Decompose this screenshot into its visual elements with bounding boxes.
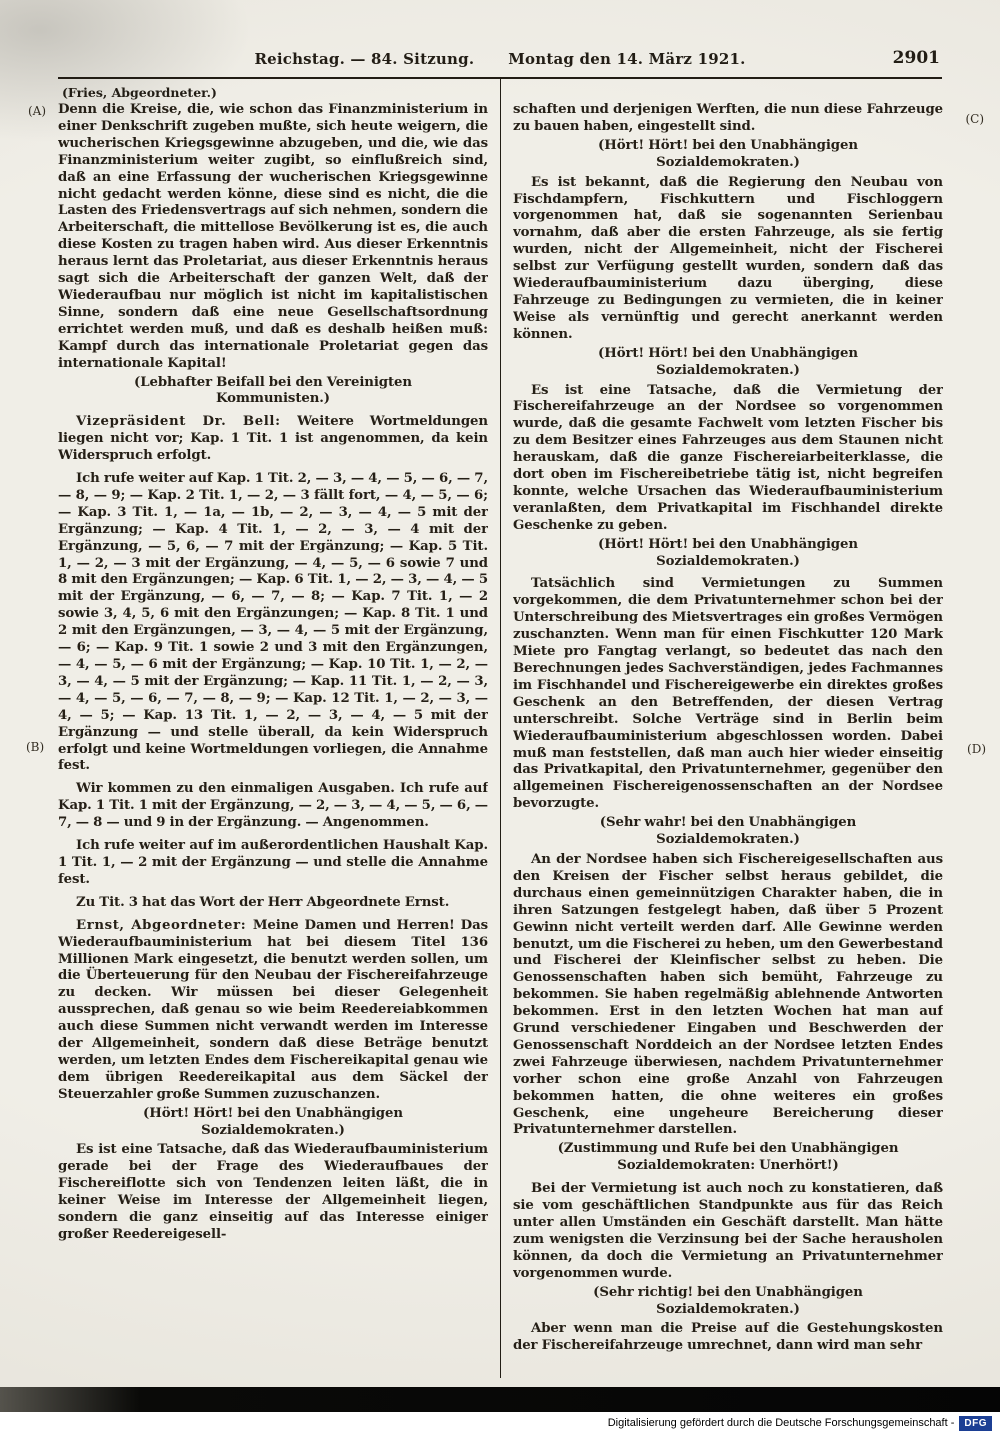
digitization-credit: Digitalisierung gefördert durch die Deutsche Forschungsgemeinschaft - (607, 1417, 955, 1429)
digitization-footer (0, 1412, 1000, 1434)
stage-direction: (Hört! Hört! bei den Unabhängigen Sozialdemokraten.) (598, 137, 858, 170)
paragraph: An der Nordsee haben sich Fischereigesellschaften aus den Kreisen der Fischer selbst heraus gebildet, die durchaus einen gemeinnützigen Charakter haben, die in ihren Satzungen festgelegt haben, daß über 5 Prozent Gewinn nicht verteilt werden darf. Alle Gewinne werden benutzt, um die Fischerei zu heben, um den Gewerbestand und Fischerei der Kleinfischer selbst zu heben. Die Genossenschaften haben sich bemüht, Fahrzeuge zu bekommen. Sie haben regelmäßig ablehnende Antworten bekommen. Erst in den letzten Wochen hat man auf Grund verschiedener Eingaben und Beschwerden der Genossenschaft Norddeich an der Nordsee letzten Endes zwei Fahrzeuge überwiesen, nachdem Privatunternehmer vorher schon eine große Anzahl von Fahrzeugen bekommen hatten, die ohne weiteres ein großes Geschenk, eine ungeheure Bereicherung dieser Privatunternehmer darstellen. (513, 851, 943, 1138)
paragraph: Ich rufe weiter auf Kap. 1 Tit. 2, — 3, — 4, — 5, — 6, — 7, — 8, — 9; — Kap. 2 Tit. 1, — 2, — 3 fällt fort, — 4, — 5, — 6; — Kap. 3 Tit. 1, — 1a, — 1b, — 2, — 3, — 4, — 5 mit der Ergänzung; — Kap. 4 Tit. 1, — 2, — 3, — 4 mit der Ergänzung, — 5, 6, — 7 mit der Ergänzung; — Kap. 5 Tit. 1, — 2, — 3 mit der Ergänzung, — 4, — 5, — 6 sowie 7 und 8 mit den Ergänzungen; — Kap. 6 Tit. 1, — 2, — 3, — 4, — 5 mit der Ergänzung, — 6, — 7, — 8; — Kap. 7 Tit. 1, — 2 sowie 3, 4, 5, 6 mit den Ergänzungen; — Kap. 8 Tit. 1 und 2 mit den Ergänzungen, — 3, — 4, — 5 mit der Ergänzung, — 6; — Kap. 9 Tit. 1 sowie 2 und 3 mit den Ergänzungen, — 4, — 5, — 6 mit der Ergänzung; — Kap. 10 Tit. 1, — 2, — 3, — 4, — 5 mit der Ergänzung; — Kap. 11 Tit. 1, — 2, — 3, — 4, — 5, — 6, — 7, — 8, — 9; — Kap. 12 Tit. 1, — 2, — 3, — 4, — 5; — Kap. 13 Tit. 1, — 2, — 3, — 4, — 5 mit der Ergänzung — und stelle überall, da kein Widerspruch erfolgt und keine Wortmeldungen vorliegen, die Annahme fest. (58, 471, 488, 774)
header-session-date: Montag den 14. März 1921. (508, 50, 746, 68)
stage-direction: (Sehr wahr! bei den Unabhängigen Sozialdemokraten.) (599, 815, 857, 848)
paragraph: Es ist eine Tatsache, daß das Wiederaufbauministerium gerade bei der Frage des Wiederaufbaues der Fischereiflotte sich von Tendenzen leiten läßt, die in keiner Weise im Interesse der Allgemeinheit liegen, sondern die ganz einseitig auf das Interesse einiger großer Reedereigesell- (58, 1142, 488, 1242)
stage-direction: (Zustimmung und Rufe bei den Unabhängigen Sozialdemokraten: Unerhört!) (557, 1141, 899, 1174)
column-right (513, 102, 943, 1384)
paragraph: Tatsächlich sind Vermietungen zu Summen vorgekommen, die dem Privatunternehmer schon bei der Unterschreibung des Mietsvertrages ein großes Vermögen zuschanzten. Wenn man für einen Fischkutter 120 Mark Miete pro Fangtag verlangt, so bedeutet das nach den Berechnungen jedes Sachverständigen, jedes Fachmannes im Fischhandel und Fischereigewerbe ein direktes großes Geschenk an den Betreffenden, der diesen Vertrag unterschreibt. Solche Verträge sind in Berlin beim Wiederaufbauministerium abgeschlossen worden. Dabei muß man feststellen, daß man auch hier wieder einseitig das Privatkapital, den Privatunternehmer, gegenüber den allgemeinen Fischereigenossenschaften an der Nordsee bevorzugte. (513, 576, 943, 812)
column-divider (500, 78, 501, 1378)
paragraph: Aber wenn man die Preise auf die Gestehungskosten der Fischereifahrzeuge umrechnet, dann wird man sehr (513, 1321, 943, 1354)
margin-marker-c: (C) (965, 112, 984, 126)
page-number: 2901 (892, 48, 940, 68)
header-session-title: Reichstag. — 84. Sitzung. (254, 50, 475, 68)
scan-edge (0, 1387, 1000, 1412)
paragraph: Denn die Kreise, die, wie schon das Finanzministerium in einer Denkschrift zugeben mußte, sich heute weigern, die wucherischen Kriegsgewinne abzugeben, und die, wie das Finanzministerium weiter zugibt, so einflußreich sind, daß an eine Erfassung der wucherischen Kriegsgewinne nicht gedacht werden könne, diese sind es nicht, die die Lasten des Friedensvertrags auf sich nehmen, sondern die Arbeiterschaft, die mittellose Bevölkerung ist es, die auch diese Kosten zu tragen haben wird. Aus dieser Erkenntnis heraus lernt das Proletariat, aus dieser Erkenntnis heraus sagt sich die Arbeiterschaft der ganzen Welt, daß der Wiederaufbau nur möglich ist nicht im kapitalistischen Sinne, sondern daß eine neue Gesellschaftsordnung errichtet werden muß, und daß es deshalb heißen muß: Kampf durch das internationale Proletariat gegen das internationale Kapital! (58, 102, 488, 371)
speaker-name: Ernst, Abgeordneter: (76, 917, 253, 933)
paragraph (58, 918, 488, 1104)
stage-direction: (Hört! Hört! bei den Unabhängigen Sozialdemokraten.) (598, 345, 858, 378)
paragraph: Es ist bekannt, daß die Regierung den Neubau von Fischdampfern, Fischkuttern und Fischloggern vorgenommen hat, daß sie sogenannten Serienbau vornahm, daß aber die ersten Fahrzeuge, als sie fertig wurden, nicht der Allgemeinheit, nicht der Fischerei selbst zur Verfügung gestellt wurden, sondern daß das Wiederaufbauministerium dazu überging, diese Fahrzeuge zu Bedingungen zu vermieten, die in keiner Weise als vernünftig und gerecht anerkannt werden können. (513, 174, 943, 342)
paragraph: Ich rufe weiter auf im außerordentlichen Haushalt Kap. 1 Tit. 1, — 2 mit der Ergänzung — und stelle die Annahme fest. (58, 838, 488, 887)
column-left (58, 102, 488, 1384)
stage-direction: (Hört! Hört! bei den Unabhängigen Sozialdemokraten.) (598, 536, 858, 569)
page-header (58, 50, 942, 68)
paragraph: Wir kommen zu den einmaligen Ausgaben. Ich rufe auf Kap. 1 Tit. 1 mit der Ergänzung, — 2, — 3, — 4, — 5, — 6, — 7, — 8 — und 9 in der Ergänzung. — Angenommen. (58, 781, 488, 831)
stage-direction: (Hört! Hört! bei den Unabhängigen Sozialdemokraten.) (143, 1105, 403, 1138)
paragraph: Es ist eine Tatsache, daß die Vermietung der Fischereifahrzeuge an der Nordsee so vorgenommen wurde, daß die gesamte Fachwelt vom letzten Fischer bis zu dem Besitzer eines Fahrzeuges aus dem Staunen nicht herauskam, daß die ganze Fischereiarbeiterklasse, die dort oben im Fischereibetriebe tätig ist, nicht begreifen konnte, welche Ursachen das Wiederaufbauministerium veranlaßten, dem Privatkapital im Fischhandel direkte Geschenke zu geben. (513, 382, 943, 533)
margin-marker-a: (A) (28, 104, 47, 118)
paragraph: Zu Tit. 3 hat das Wort der Herr Abgeordnete Ernst. (76, 894, 450, 910)
stage-direction: (Sehr richtig! bei den Unabhängigen Sozialdemokraten.) (593, 1284, 863, 1317)
paragraph-text: Meine Damen und Herren! Das Wiederaufbauministerium hat bei diesem Titel 136 Millionen Mark eingesetzt, die benutzt werden sollen, um die Überteuerung für den Neubau der Fischereifahrzeuge zu decken. Wir müssen bei dieser Gelegenheit aussprechen, daß genau so wie beim Reedereiabkommen auch diese Summen nicht verwandt werden im Interesse der Allgemeinheit, sondern daß diese Beträge benutzt werden, um letzten Endes dem Fischereikapital genau wie dem übrigen Reedereikapital aus dem Säckel der Steuerzahler große Summen zuzuschanzen. (58, 917, 488, 1102)
dfg-logo: DFG (959, 1416, 992, 1431)
paragraph (58, 414, 488, 465)
paragraph-text: Weitere Wortmeldungen liegen nicht vor; Kap. 1 Tit. 1 ist angenommen, da kein Widerspruch erfolgt. (58, 414, 488, 464)
speaker-name: Vizepräsident Dr. Bell: (76, 414, 298, 430)
margin-marker-b: (B) (26, 740, 45, 754)
speaker-continuation-note: (Fries, Abgeordneter.) (62, 85, 217, 100)
margin-marker-d: (D) (967, 742, 986, 756)
paragraph: schaften und derjenigen Werften, die nun diese Fahrzeuge zu bauen haben, eingestellt sind. (513, 102, 943, 134)
paragraph: Bei der Vermietung ist auch noch zu konstatieren, daß sie vom geschäftlichen Standpunkte aus für das Reich unter allen Umständen ein Geschäft darstellt. Man hätte zum wenigsten die Verzinsung bei der Sache herausholen können, da doch die Vermietung an Privatunternehmer vorgenommen wurde. (513, 1181, 943, 1281)
stage-direction: (Lebhafter Beifall bei den Vereinigten Kommunisten.) (134, 374, 412, 407)
